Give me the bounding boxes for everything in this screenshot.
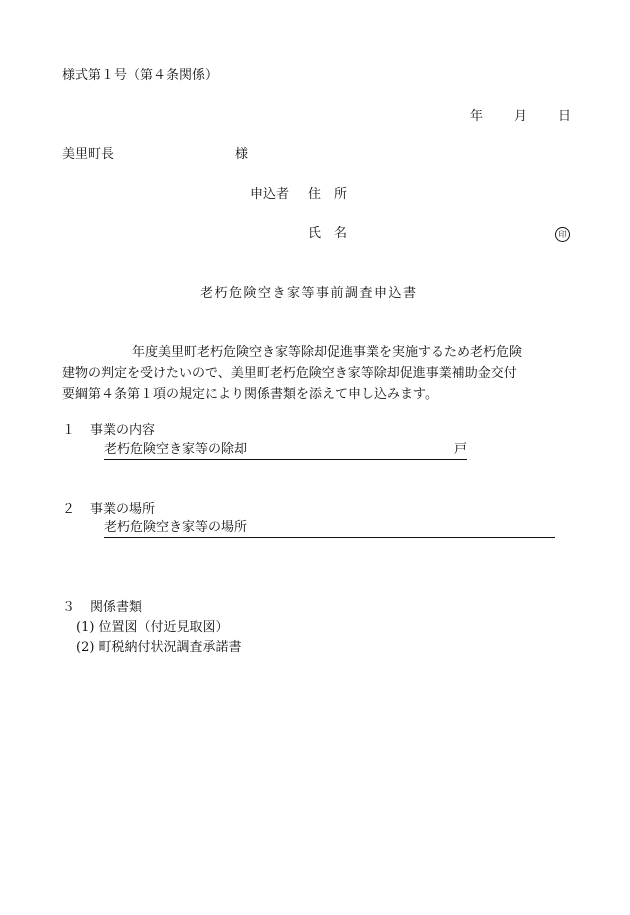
section-3-number: ３ <box>62 600 76 615</box>
section-1-item-label: 老朽危険空き家等の除却 <box>104 442 248 457</box>
addressee-mayor: 美里町長 <box>62 147 115 162</box>
section-1-heading: 事業の内容 <box>90 423 156 438</box>
section-3-heading: 関係書類 <box>90 600 143 615</box>
section-1-underline <box>104 441 467 460</box>
applicant-name-label: 氏 名 <box>308 226 348 241</box>
section-1-unit: 戸 <box>454 442 468 457</box>
seal-mark: 印 <box>555 227 570 242</box>
addressee-honorific: 様 <box>235 147 249 162</box>
body-line-3: 要綱第４条第１項の規定により関係書類を添えて申し込みます。 <box>62 387 438 402</box>
section-3-item-2: (2) 町税納付状況調査承諾書 <box>76 640 242 655</box>
body-line-1: 年度美里町老朽危険空き家等除却促進事業を実施するため老朽危険 <box>132 345 523 360</box>
applicant-label: 申込者 <box>250 187 290 202</box>
form-number: 様式第１号（第４条関係） <box>62 68 219 83</box>
section-3-item-1: (1) 位置図（付近見取図） <box>76 620 229 635</box>
section-1-number: １ <box>62 423 76 438</box>
date-year-label: 年 <box>470 109 484 124</box>
section-2-number: ２ <box>62 502 76 517</box>
applicant-address-label: 住 所 <box>308 187 348 202</box>
date-month-label: 月 <box>514 109 528 124</box>
body-line-2: 建物の判定を受けたいので、美里町老朽危険空き家等除却促進事業補助金交付 <box>62 366 517 381</box>
document-title: 老朽危険空き家等事前調査申込書 <box>200 286 418 301</box>
section-2-heading: 事業の場所 <box>90 502 156 517</box>
section-2-underline <box>104 519 555 538</box>
section-2-item-label: 老朽危険空き家等の場所 <box>104 520 248 535</box>
date-day-label: 日 <box>558 109 572 124</box>
